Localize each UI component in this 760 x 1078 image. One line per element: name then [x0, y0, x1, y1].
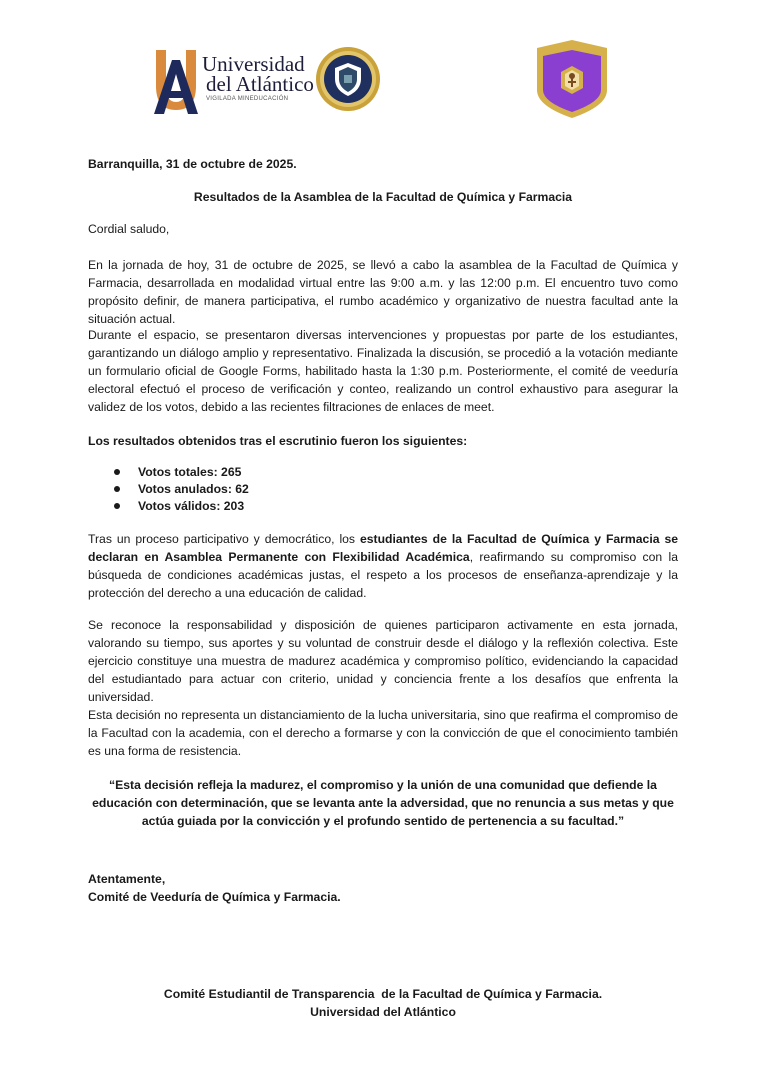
results-item-total [112, 463, 249, 480]
footer [88, 985, 678, 1021]
university-wordmark [202, 54, 312, 102]
paragraph-decision: Esta decisión no representa un distanciamiento de la lucha universitaria, sino que reafirma el compromiso de la Facultad con la academia, con el derecho a formarse y con la convicción de que el conocimiento también es una forma de resistencia. [88, 708, 678, 758]
paragraph-declaration [88, 530, 678, 602]
document-title: Resultados de la Asamblea de la Facultad de Química y Farmacia [193, 190, 573, 204]
closing-salutation: Atentamente, [88, 872, 166, 886]
results-item-label: Votos válidos: 203 [138, 499, 245, 513]
institutional-seal-icon [315, 46, 381, 112]
signature-block [88, 870, 678, 906]
paragraph-intro: En la jornada de hoy, 31 de octubre de 2025, se llevó a cabo la asamblea de la Facultad de Química y Farmacia, desarrollada en modalidad virtual entre las 9:00 a.m. y las 12:00 p.m. El encuentro tuvo como propósito definir, de manera participativa, el rumbo académico y organizativo de nuestra facultad ante la situación actual. [88, 258, 678, 326]
paragraph-recognition: Se reconoce la responsabilidad y disposición de quienes participaron activamente en esta jornada, valorando su tiempo, sus aportes y su voluntad de construir desde el diálogo y la reflexión colectiva. Este ejercicio constituye una muestra de madurez académica y compromiso político, evidenciando la capacidad del estudiantado para actuar con criterio, unidad y conciencia frente a los desafíos que enfrenta la universidad. [88, 618, 678, 704]
bullet-icon [114, 469, 120, 475]
results-item-annulled [112, 480, 249, 497]
ua-monogram-icon [150, 46, 202, 116]
date-line: Barranquilla, 31 de octubre de 2025. [88, 157, 297, 171]
university-name-line2: del Atlántico [206, 72, 314, 96]
paragraph-process: Durante el espacio, se presentaron diversas intervenciones y propuestas por parte de los estudiantes, garantizando un diálogo amplio y representativo. Finalizada la discusión, se procedió a la votación mediante un formulario oficial de Google Forms, habilitado hasta la 1:30 p.m. Posteriormente, el comité de veeduría electoral efectuó el proceso de verificación y conteo, realizando un control exhaustivo para asegurar la validez de los votos, debido a las recientes filtraciones de enlaces de meet. [88, 328, 678, 414]
signature-committee: Comité de Veeduría de Química y Farmacia. [88, 890, 341, 904]
declaration-bold: estudiantes de la Facultad de Química y Farmacia se declaran en Asamblea Permanente con Flexibilidad Académica [88, 532, 678, 564]
greeting: Cordial saludo, [88, 222, 170, 236]
footer-line2: Universidad del Atlántico [310, 1005, 456, 1019]
faculty-shield-icon [533, 38, 611, 120]
footer-line1: Comité Estudiantil de Transparencia de la Facultad de Química y Farmacia. [163, 987, 603, 1001]
closing-quote: “Esta decisión refleja la madurez, el compromiso y la unión de una comunidad que defiende la educación con determinación, que se levanta ante la adversidad, que no renuncia a sus metas y que actúa guiada por la convicción y el profundo sentido de pertenencia a su facultad.” [92, 778, 674, 828]
bullet-icon [114, 503, 120, 509]
results-item-label: Votos anulados: 62 [138, 482, 249, 496]
results-item-valid [112, 497, 249, 514]
declaration-lead: Tras un proceso participativo y democrático, los [88, 532, 360, 546]
results-intro: Los resultados obtenidos tras el escrutinio fueron los siguientes: [88, 434, 468, 448]
university-name-line1: Universidad [202, 52, 305, 76]
university-tagline: VIGILADA MINEDUCACIÓN [206, 96, 289, 102]
results-list [112, 463, 249, 514]
bullet-icon [114, 486, 120, 492]
declaration-rest: , reafirmando su compromiso con la búsqueda de condiciones académicas justas, el respeto a los procesos de enseñanza-aprendizaje y la protección del derecho a una educación de calidad. [88, 550, 678, 600]
results-item-label: Votos totales: 265 [138, 465, 242, 479]
